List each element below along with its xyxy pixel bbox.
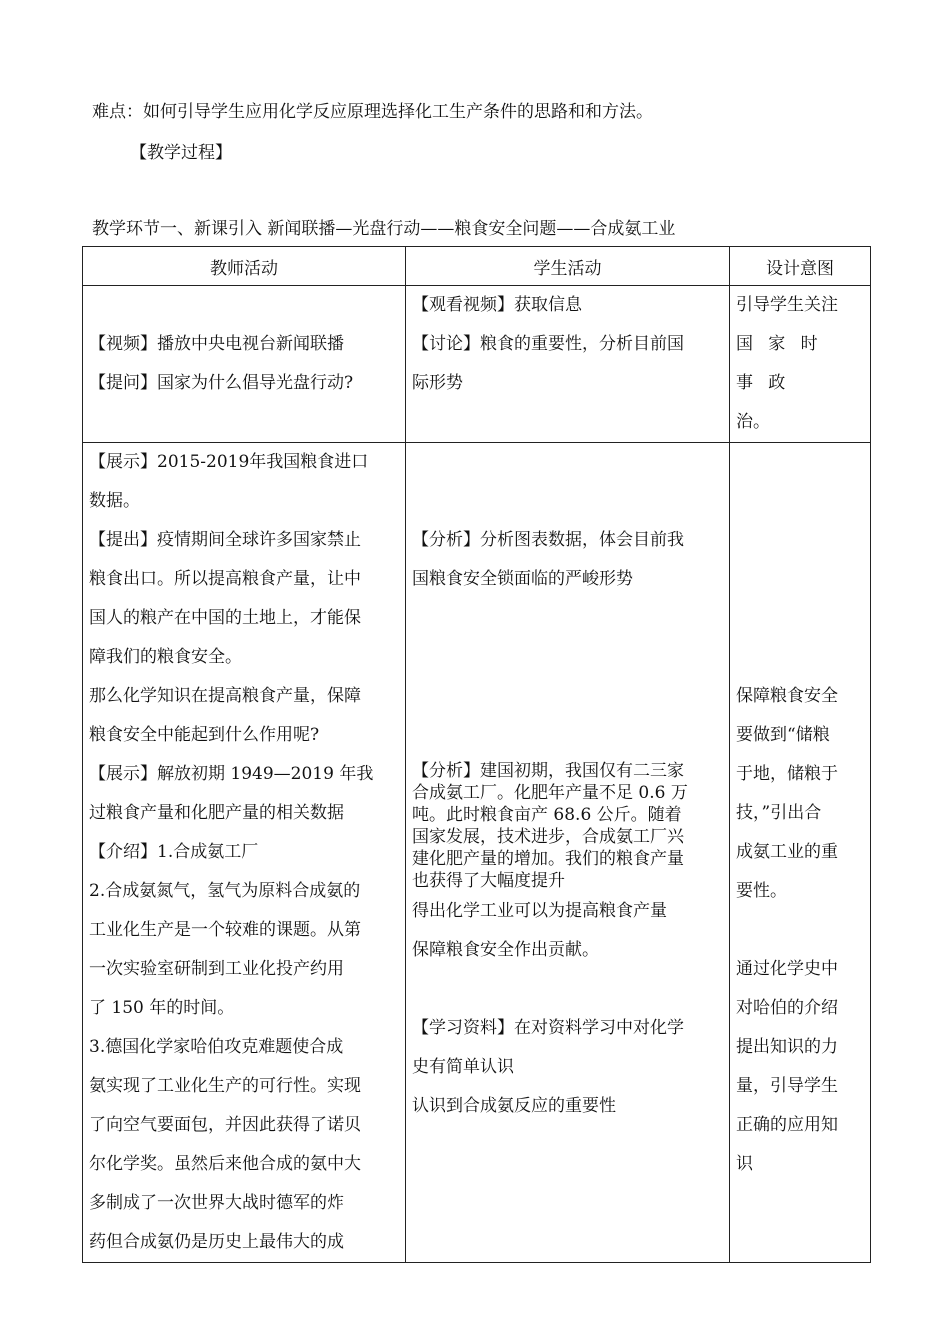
row2-intent-line: 要性。 xyxy=(736,881,787,901)
row2-intent-line: 成氨工业的重 xyxy=(736,842,838,862)
lesson-table xyxy=(82,246,871,1263)
row2-student-line: 保障粮食安全作出贡献。 xyxy=(412,940,599,960)
row2-teacher-line: 工业化生产是一个较难的课题。从第 xyxy=(89,920,361,940)
header-teacher: 教师活动 xyxy=(83,247,406,286)
row2-student-cell xyxy=(406,443,730,1263)
row2-teacher-line: 多制成了一次世界大战时德军的炸 xyxy=(89,1193,344,1213)
row2-teacher-line: 国人的粮产在中国的土地上，才能保 xyxy=(89,608,361,628)
row2-intent-line: 量，引导学生 xyxy=(736,1076,838,1096)
row2-teacher-line: 一次实验室研制到工业化投产约用 xyxy=(89,959,344,979)
row2-teacher-line: 了向空气要面包，并因此获得了诺贝 xyxy=(89,1115,361,1135)
row1-intent-line: 治。 xyxy=(736,412,770,432)
row1-student-cell xyxy=(406,286,730,443)
row1-student-line: 【讨论】粮食的重要性，分析目前国 xyxy=(412,334,684,354)
row2-teacher-line: 尔化学奖。虽然后来他合成的氨中大 xyxy=(89,1154,361,1174)
row2-teacher-line: 3.德国化学家哈伯攻克难题使合成 xyxy=(89,1037,344,1057)
row2-intent-line: 保障粮食安全 xyxy=(736,686,838,706)
row2-intent-cell xyxy=(730,443,871,1263)
row2-teacher-line: 障我们的粮食安全。 xyxy=(89,647,242,667)
row2-student-line: 认识到合成氨反应的重要性 xyxy=(412,1096,616,1116)
row2-intent-line: 要做到“储粮 xyxy=(736,725,830,745)
row2-teacher-line: 2.合成氨氮气，氢气为原料合成氨的 xyxy=(89,881,361,901)
row1-student-line: 际形势 xyxy=(412,373,463,393)
row1-intent-cell xyxy=(730,286,871,443)
row1-teacher-line: 【视频】播放中央电视台新闻联播 xyxy=(89,334,344,354)
row2-teacher-line: 【提出】疫情期间全球许多国家禁止 xyxy=(89,530,361,550)
row1-intent-line: 引导学生关注 xyxy=(736,295,838,315)
row2-teacher-line: 过粮食产量和化肥产量的相关数据 xyxy=(89,803,344,823)
row2-intent-line: 识 xyxy=(736,1154,753,1174)
row2-student-line: 也获得了大幅度提升 xyxy=(412,871,565,891)
row1-student-line: 【观看视频】获取信息 xyxy=(412,295,582,315)
row1-intent-line: 国家时事政 xyxy=(736,334,833,393)
row2-teacher-line: 药但合成氨仍是历史上最伟大的成 xyxy=(89,1232,344,1252)
row2-student-line: 【分析】建国初期，我国仅有二三家 xyxy=(412,761,684,781)
row2-student-line: 史有简单认识 xyxy=(412,1057,514,1077)
row2-intent-line: 对哈伯的介绍 xyxy=(736,998,838,1018)
row2-intent-line: 通过化学史中 xyxy=(736,959,838,979)
row2-intent-line: 技，”引出合 xyxy=(736,803,822,823)
table-header-row xyxy=(83,247,871,286)
row2-intent-line: 于地，储粮于 xyxy=(736,764,838,784)
table-row xyxy=(83,286,871,443)
row2-teacher-line: 粮食出口。所以提高粮食产量，让中 xyxy=(89,569,361,589)
row2-student-line: 得出化学工业可以为提高粮食产量 xyxy=(412,901,667,921)
table-row xyxy=(83,443,871,1263)
row2-teacher-line: 了 150 年的时间。 xyxy=(89,998,235,1018)
row2-student-line: 国粮食安全锁面临的严峻形势 xyxy=(412,569,633,589)
row1-teacher-cell xyxy=(83,286,406,443)
row2-student-line: 【分析】分析图表数据，体会目前我 xyxy=(412,530,684,550)
header-student: 学生活动 xyxy=(406,247,730,286)
row2-teacher-line: 【展示】2015-2019年我国粮食进口 xyxy=(89,452,369,472)
row2-teacher-line: 粮食安全中能起到什么作用呢? xyxy=(89,725,320,745)
difficulty-text: 难点：如何引导学生应用化学反应原理选择化工生产条件的思路和和方法。 xyxy=(92,102,653,122)
process-heading: 【教学过程】 xyxy=(130,143,232,163)
row2-intent-line: 正确的应用知 xyxy=(736,1115,838,1135)
header-intent: 设计意图 xyxy=(730,247,871,286)
row2-student-line: 【学习资料】在对资料学习中对化学 xyxy=(412,1018,684,1038)
row2-student-line: 国家发展，技术进步，合成氨工厂兴 xyxy=(412,827,684,847)
row2-student-line: 吨。此时粮食亩产 68.6 公斤。随着 xyxy=(412,805,682,825)
row2-intent-line: 提出知识的力 xyxy=(736,1037,838,1057)
section-title: 教学环节一、新课引入 新闻联播—光盘行动——粮食安全问题——合成氨工业 xyxy=(92,219,676,239)
row2-teacher-line: 【介绍】1.合成氨工厂 xyxy=(89,842,259,862)
row2-teacher-line: 氨实现了工业化生产的可行性。实现 xyxy=(89,1076,361,1096)
row1-teacher-line: 【提问】国家为什么倡导光盘行动? xyxy=(89,373,354,393)
row2-teacher-line: 数据。 xyxy=(89,491,140,511)
row2-student-line: 建化肥产量的增加。我们的粮食产量 xyxy=(412,849,684,869)
row2-teacher-line: 【展示】解放初期 1949—2019 年我 xyxy=(89,764,374,784)
row2-student-line: 合成氨工厂。化肥年产量不足 0.6 万 xyxy=(412,783,688,803)
row2-teacher-line: 那么化学知识在提高粮食产量，保障 xyxy=(89,686,361,706)
row2-teacher-cell xyxy=(83,443,406,1263)
